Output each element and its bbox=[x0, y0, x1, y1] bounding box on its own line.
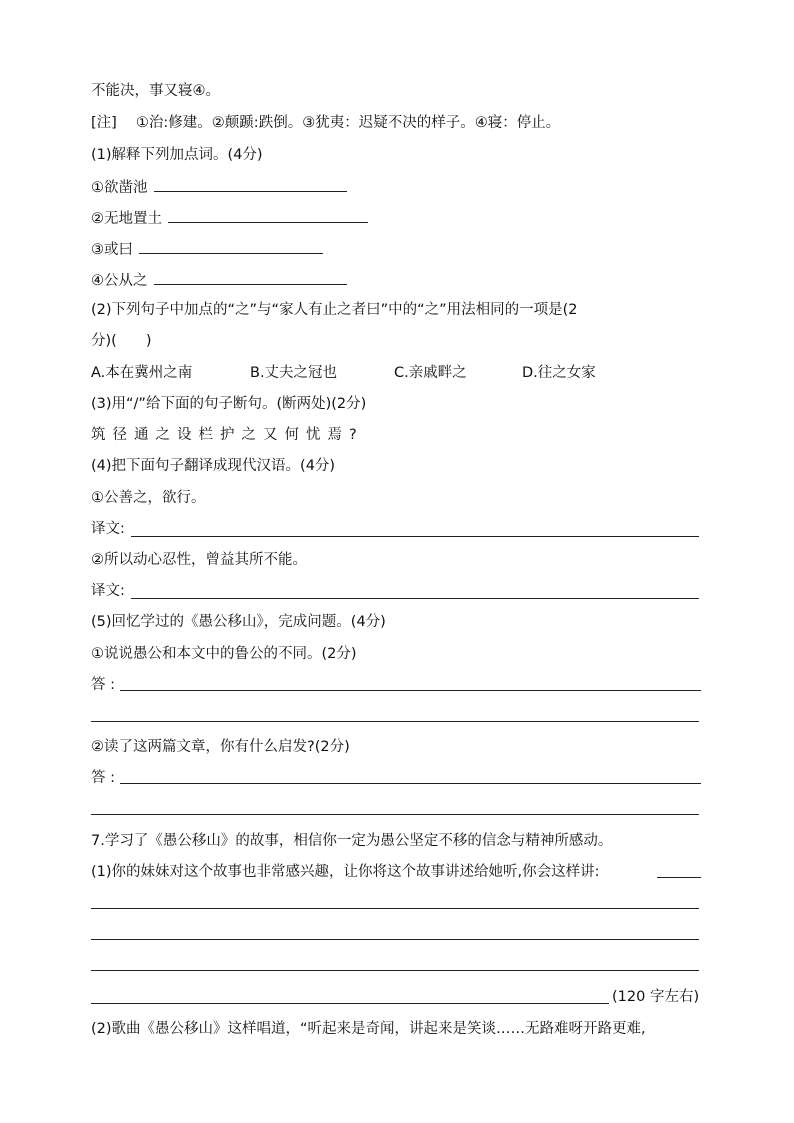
option-a[interactable]: A.本在冀州之南 bbox=[91, 365, 193, 381]
answer-blank-1c[interactable] bbox=[139, 239, 323, 254]
option-b[interactable]: B.丈夫之冠也 bbox=[250, 365, 338, 381]
text-line-1: 不能决，事又寝④。 bbox=[91, 83, 220, 99]
option-d[interactable]: D.往之女家 bbox=[522, 365, 596, 381]
question-3-sentence: 筑径通之设栏护之又何忧焉? bbox=[91, 427, 364, 443]
question-1c: ③或曰 bbox=[91, 239, 323, 259]
question-4b: ②所以动心忍性，曾益其所不能。 bbox=[91, 552, 307, 568]
question-2-prompt-cont: 分)( ) bbox=[91, 333, 152, 349]
question-1b: ②无地置土 bbox=[91, 208, 368, 228]
answer-blank-1d[interactable] bbox=[154, 270, 347, 285]
question-7-prompt: 7.学习了《愚公移山》的故事，相信你一定为愚公坚定不移的信念与精神所感动。 bbox=[91, 833, 613, 849]
answer-line-7a-2[interactable] bbox=[91, 939, 699, 940]
answer-blank-1b[interactable] bbox=[168, 208, 368, 223]
answer-line-5a-1[interactable] bbox=[120, 690, 701, 691]
translation-row-b: 译文: bbox=[91, 583, 125, 599]
question-2-prompt: (2)下列句子中加点的“之”与“家人有止之者曰”中的“之”用法相同的一项是(2 bbox=[91, 302, 578, 318]
option-c[interactable]: C.亲戚畔之 bbox=[394, 365, 467, 381]
question-4a: ①公善之，欲行。 bbox=[91, 490, 206, 506]
question-5-prompt: (5)回忆学过的《愚公移山》，完成问题。(4分) bbox=[91, 614, 386, 630]
answer-line-5b-1[interactable] bbox=[120, 783, 701, 784]
translation-line-b[interactable] bbox=[131, 598, 699, 599]
answer-row-5b: 答 : bbox=[91, 770, 115, 786]
question-7b: (2)歌曲《愚公移山》这样唱道，“听起来是奇闻，讲起来是笑谈……无路难呀开路更难, bbox=[91, 1021, 646, 1037]
question-5b: ②读了这两篇文章，你有什么启发?(2分) bbox=[91, 739, 350, 755]
question-3-prompt: (3)用“/”给下面的句子断句。(断两处)(2分) bbox=[91, 396, 367, 412]
translation-line-a[interactable] bbox=[131, 536, 699, 537]
answer-line-7a-3[interactable] bbox=[91, 970, 699, 971]
answer-line-5b-2[interactable] bbox=[91, 814, 699, 815]
answer-line-7a-4[interactable] bbox=[91, 1003, 609, 1004]
question-4-prompt: (4)把下面句子翻译成现代汉语。(4分) bbox=[91, 458, 336, 474]
question-5a: ①说说愚公和本文中的鲁公的不同。(2分) bbox=[91, 646, 357, 662]
annotation-note: [注] ①治:修建。②颠踬:跌倒。③犹夷：迟疑不决的样子。④寝：停止。 bbox=[91, 115, 561, 131]
answer-line-5a-2[interactable] bbox=[91, 721, 699, 722]
answer-line-7a-0[interactable] bbox=[657, 877, 701, 878]
answer-blank-1a[interactable] bbox=[154, 177, 347, 192]
question-1a: ①欲凿池 bbox=[91, 177, 347, 197]
answer-row-5a: 答 : bbox=[91, 677, 115, 693]
answer-line-7a-1[interactable] bbox=[91, 908, 699, 909]
translation-row-a: 译文: bbox=[91, 521, 125, 537]
question-1d: ④公从之 bbox=[91, 270, 347, 290]
word-count-hint: (120 字左右) bbox=[612, 989, 700, 1005]
question-1-prompt: (1)解释下列加点词。(4分) bbox=[91, 147, 263, 163]
question-7a: (1)你的妹妹对这个故事也非常感兴趣，让你将这个故事讲述给她听,你会这样讲: bbox=[91, 864, 600, 880]
